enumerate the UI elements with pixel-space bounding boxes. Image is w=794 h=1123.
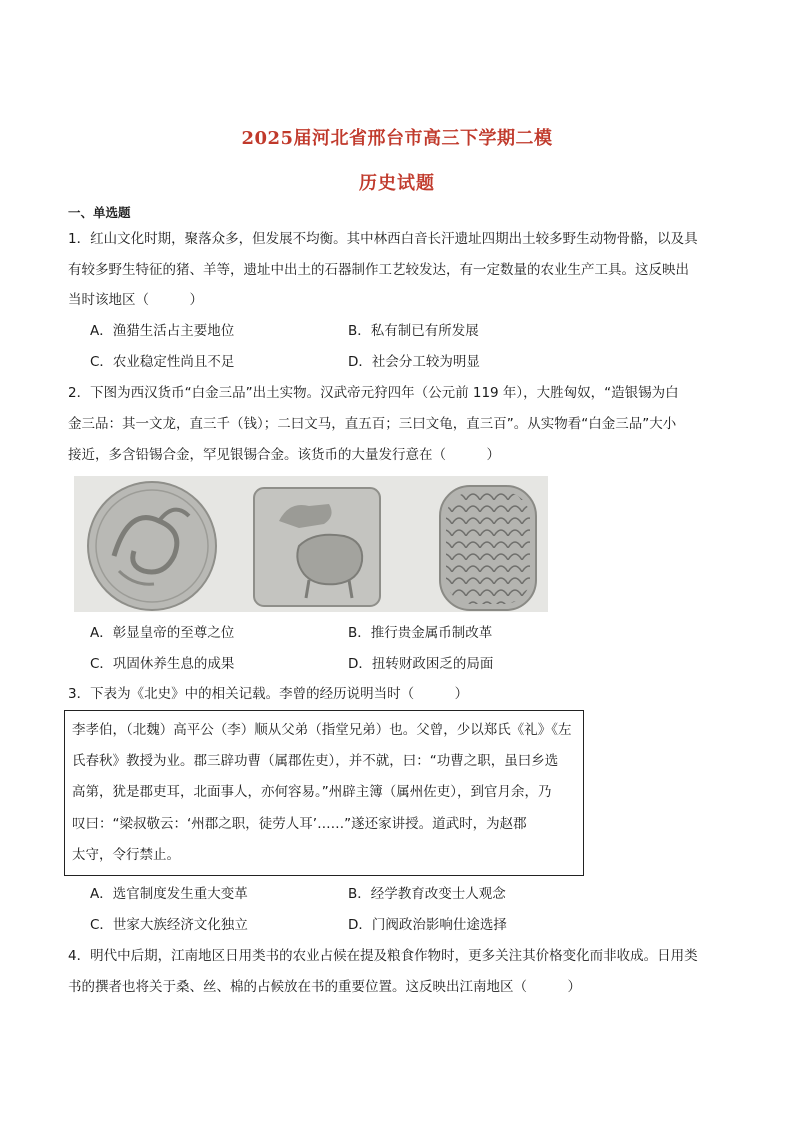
q1-line: 当时该地区（ ） [68,292,203,308]
q1-option-c[interactable]: C．农业稳定性尚且不足 [90,354,235,370]
q2-option-c[interactable]: C．巩固休养生息的成果 [90,656,235,672]
turtle-coin-icon [440,486,536,610]
q1-line: 1．红山文化时期，聚落众多，但发展不均衡。其中林西白音长汗遗址四期出土较多野生动物骨骼，以及具 [68,231,698,247]
q3-option-d[interactable]: D．门阀政治影响仕途选择 [348,917,507,933]
quote-line: 氏春秋》教授为业。郡三辟功曹（属郡佐吏），并不就，曰：“功曹之职，虽曰乡选 [72,753,559,769]
q2-line: 接近，多含铅锡合金，罕见银锡合金。该货币的大量发行意在（ ） [68,447,500,463]
q2-option-d[interactable]: D．扭转财政困乏的局面 [348,656,494,672]
q1-option-d[interactable]: D．社会分工较为明显 [348,354,480,370]
quote-line: 高第，犹是郡吏耳，北面事人，亦何容易。”州辟主簿（属州佐吏），到官月余，乃 [72,784,552,800]
quote-line: 太守，令行禁止。 [72,847,180,863]
q2-line: 2．下图为西汉货币“白金三品”出土实物。汉武帝元狩四年（公元前 119 年），大胜匈奴，“造银锡为白 [68,385,679,401]
q4-line: 书的撰者也将关于桑、丝、棉的占候放在书的重要位置。这反映出江南地区（ ） [68,979,581,995]
section-heading: 一、单选题 [68,205,131,220]
q2-line: 金三品：其一文龙，直三千（钱）；二曰文马，直五百；三曰文龟，直三百”。从实物看“白金三品”大小 [68,416,677,432]
q2-option-b[interactable]: B．推行贵金属币制改革 [348,625,493,641]
q4-line: 4．明代中后期，江南地区日用类书的农业占候在提及粮食作物时，更多关注其价格变化而非收成。日用类 [68,948,698,964]
coin-photo-image [74,476,548,612]
quote-line: 叹曰：“梁叔敬云：‘州郡之职，徒劳人耳’……”遂还家讲授。道武时，为赵郡 [72,816,527,832]
dragon-coin-icon [88,482,216,610]
coin-photo [74,476,548,612]
q1-option-a[interactable]: A．渔猎生活占主要地位 [90,323,235,339]
q3-option-a[interactable]: A．选官制度发生重大变革 [90,886,248,902]
q3-option-c[interactable]: C．世家大族经济文化独立 [90,917,248,933]
exam-subtitle: 历史试题 [359,173,435,194]
q2-option-a[interactable]: A．彰显皇帝的至尊之位 [90,625,235,641]
q3-stem: 3．下表为《北史》中的相关记载。李曾的经历说明当时（ ） [68,686,469,702]
horse-coin-icon [254,488,380,606]
q1-line: 有较多野生特征的猪、羊等，遗址中出土的石器制作工艺较发达，有一定数量的农业生产工具。这反映出 [68,262,689,278]
q1-option-b[interactable]: B．私有制已有所发展 [348,323,479,339]
exam-title: 2025届河北省邢台市高三下学期二模 [241,128,553,149]
q3-option-b[interactable]: B．经学教育改变士人观念 [348,886,506,902]
quote-line: 李孝伯，（北魏）高平公（李）顺从父弟（指堂兄弟）也。父曾，少以郑氏《礼》《左 [72,722,572,738]
